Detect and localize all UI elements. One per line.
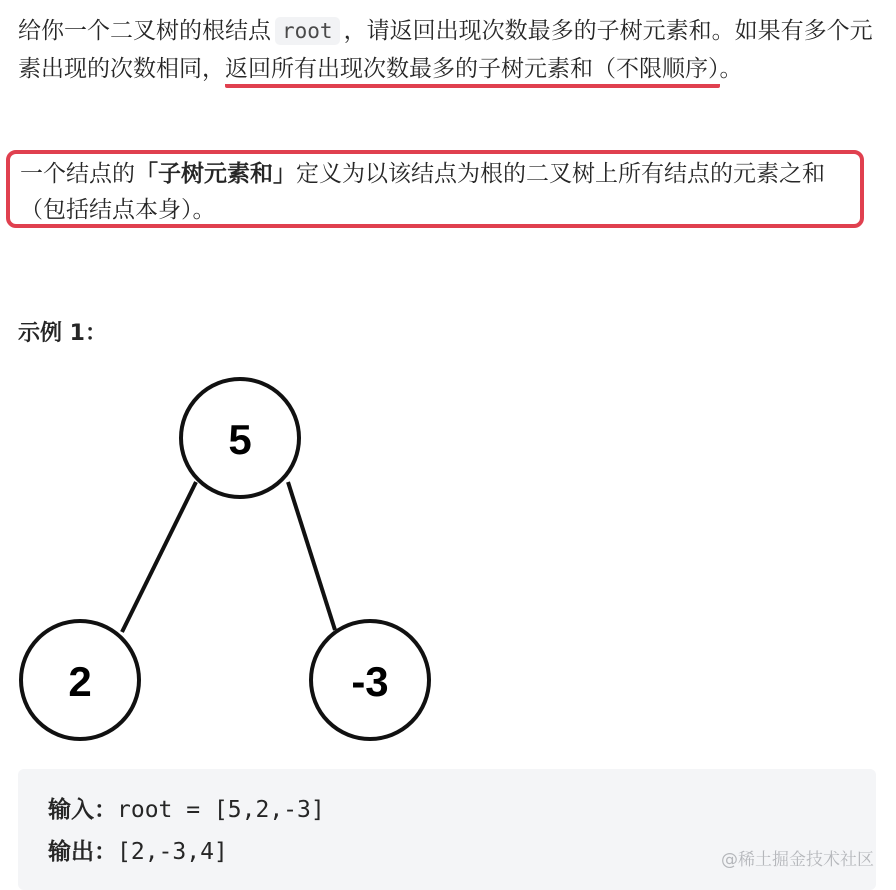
description-text-end: 。 bbox=[719, 56, 743, 82]
output-value: [2,-3,4] bbox=[117, 839, 228, 865]
edge-root-left bbox=[122, 482, 196, 632]
input-value: root = [5,2,-3] bbox=[117, 797, 325, 823]
watermark: @稀土掘金技术社区 bbox=[721, 850, 874, 870]
tree-node-root-label: 5 bbox=[228, 416, 252, 463]
definition-text-2: 定义为以该结点为根的二叉树上所有结点的元素之和（包括结点本身）。 bbox=[20, 161, 825, 223]
definition-text-1: 一个结点的 bbox=[20, 161, 135, 187]
definition-term: 「子树元素和」 bbox=[135, 161, 296, 187]
highlighted-requirement: 返回所有出现次数最多的子树元素和（不限顺序） bbox=[225, 56, 720, 88]
description-text-2: ，请返回出现次数最多的子树元素和。如果有多个元素出现的次数相同， bbox=[18, 18, 873, 82]
description-text-1: 给你一个二叉树的根结点 bbox=[18, 18, 271, 44]
example-title: 示例 1： bbox=[18, 321, 107, 346]
binary-tree-diagram bbox=[0, 370, 460, 750]
input-label: 输入： bbox=[48, 797, 117, 823]
tree-node-right-label: -3 bbox=[351, 658, 389, 705]
edge-root-right bbox=[288, 482, 335, 630]
input-line bbox=[48, 789, 846, 831]
example-code-block bbox=[18, 769, 876, 890]
definition-box bbox=[6, 150, 864, 228]
tree-node-left-label: 2 bbox=[68, 658, 92, 705]
inline-code-root: root bbox=[275, 17, 340, 45]
output-label: 输出： bbox=[48, 839, 117, 865]
problem-description bbox=[18, 12, 878, 88]
